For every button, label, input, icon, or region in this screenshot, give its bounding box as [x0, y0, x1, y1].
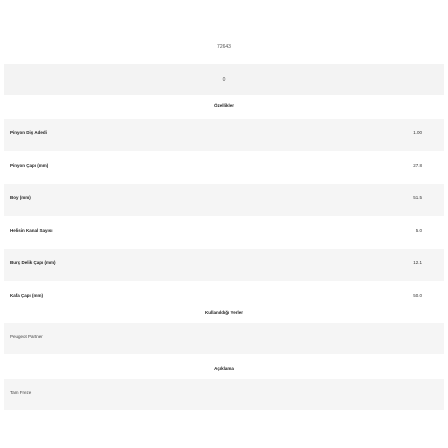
spec-label: Pinyon Diş Adedi	[10, 130, 47, 135]
table-row	[4, 152, 444, 185]
usage-row	[4, 323, 444, 354]
spec-value: 12.1	[413, 260, 422, 265]
description-row	[4, 379, 444, 410]
zero-value: 0	[222, 77, 226, 83]
table-row	[4, 249, 444, 282]
spec-value: 1.00	[413, 130, 422, 135]
table-row	[4, 217, 444, 250]
description-item: Tam Freze	[10, 390, 32, 395]
description-section-title: Açıklama	[214, 366, 234, 371]
spec-label: Boy (mm)	[10, 195, 31, 200]
spec-value: 27.8	[413, 162, 422, 168]
spec-label: Pinyon Çapı (mm)	[10, 162, 49, 168]
product-code: 72643	[217, 44, 231, 50]
specs-section-title: Özellikler	[213, 103, 234, 108]
table-row	[4, 119, 444, 152]
usage-item: Peugeot Partner	[10, 334, 43, 339]
spec-value: 50.0	[413, 292, 422, 298]
spec-label: Kafa Çapı (mm)	[10, 292, 44, 298]
spec-label: Burç Delik Çapı (mm)	[10, 260, 56, 265]
usage-section-title: Kullanıldığı Yerler	[205, 310, 243, 315]
spec-value: 5.0	[415, 227, 422, 233]
spec-value: 51.5	[413, 195, 422, 200]
specs-table	[4, 119, 444, 314]
table-row	[4, 184, 444, 217]
spec-label: Helisin Kanal Sayısı	[10, 227, 53, 233]
